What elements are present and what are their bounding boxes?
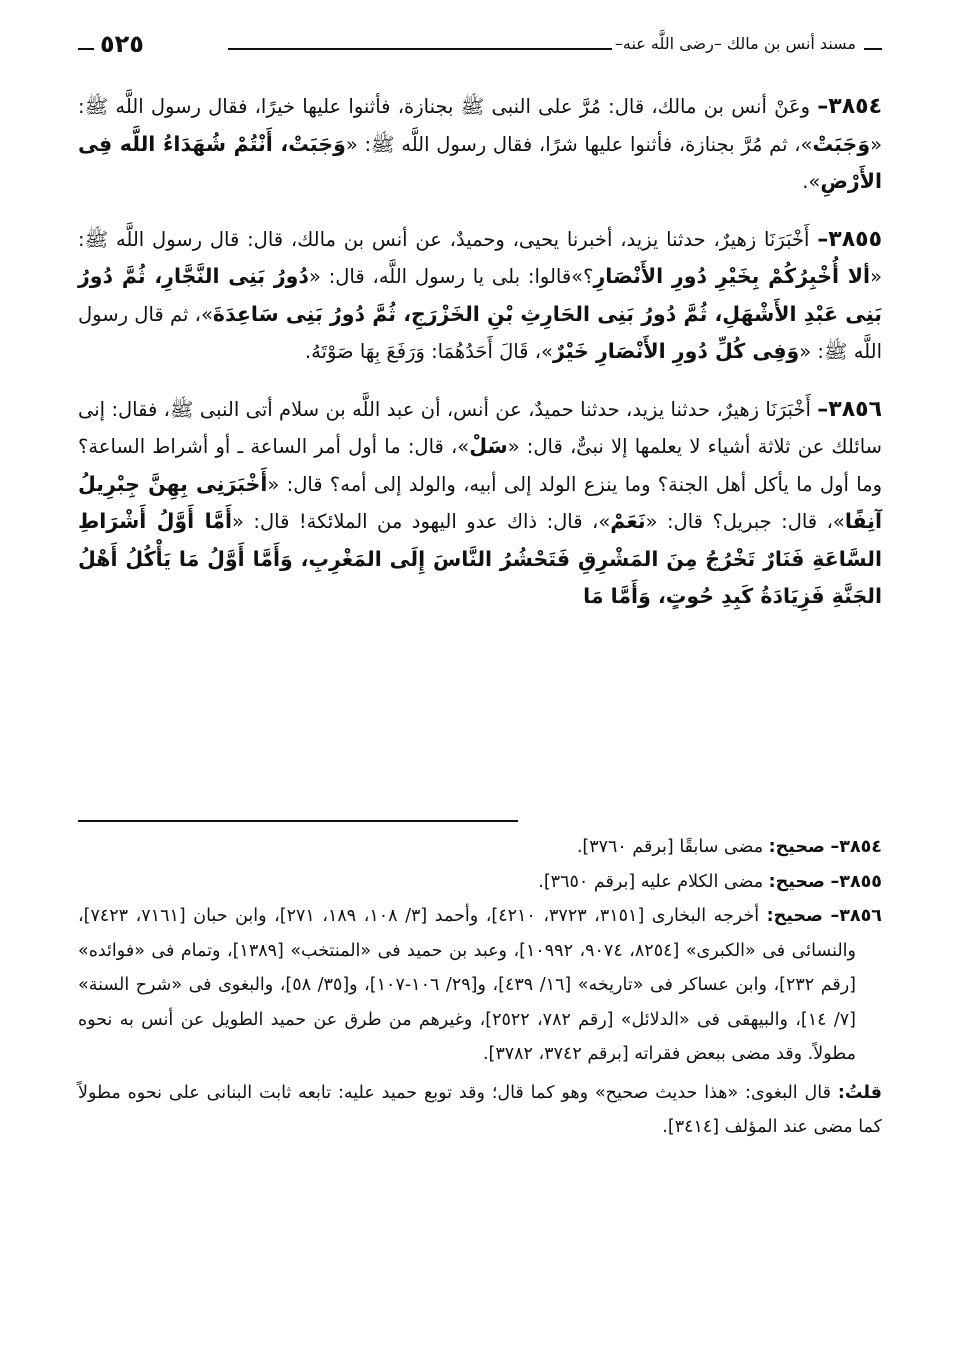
footnote-number: ٣٨٥٤– [830,837,882,857]
footnote-text: مضى الكلام عليه [برقم ٣٦٥٠]. [538,871,764,892]
footnote-separator [78,820,518,822]
grading-label: صحيح: [768,837,825,857]
grading-label: صحيح: [768,871,825,892]
note-label: قلتُ: [837,1082,882,1103]
prophetic-saying: وَجَبَتْ [812,131,871,156]
prophetic-saying: سَلْ [469,434,508,458]
header-dash-left [78,48,94,50]
page-number: ٥٢٥ [100,30,144,58]
hadith-text: »، قال: ذاك عدو اليهود من الملائكة! قال: « [232,510,611,533]
prophetic-saying: دُورُ بَنِى النَّجَّارِ، ثُمَّ دُورُ بَنِى عَبْدِ الأَشْهَلِ، ثُمَّ دُورُ بَنِى الحَارِثِ بْنِ الخَزْرَجِ، ثُمَّ دُورُ بَنِى سَاعِدَةَ [78,264,882,326]
footnote-number: ٣٨٥٦– [830,906,882,926]
footnote-3855 [78,865,882,900]
prophetic-saying: أَخْبَرَنِى بِهِنَّ جِبْرِيلُ آنِفًا [78,471,882,533]
hadith-text: »، ثم قال رسول اللَّه ﷺ: « [78,302,882,363]
footnote-3856 [78,899,882,1072]
footnotes [78,830,882,1145]
hadith-text: »، ثم مُرَّ بجنازة، فأثنوا عليها شرًا، فقال رسول اللَّه ﷺ: « [345,132,813,156]
hadith-3854 [78,88,882,201]
editor-note [78,1076,882,1145]
main-text [78,88,882,616]
hadith-text: »، قال: ما أول أمر الساعة ـ أو أشراط الساعة؟ وما أول ما يأكل أهل الجنة؟ وما ينزع الولد إلى أبيه، والولد إلى أمه؟ قال: « [78,435,883,496]
hadith-text: »، قال: جبريل؟ قال: « [645,510,845,533]
hadith-3856 [78,391,882,616]
hadith-text: ؟»قالوا: بلى يا رسول اللَّه، قال: « [308,265,594,288]
hadith-number: ٣٨٥٤– [817,94,882,119]
hadith-number: ٣٨٥٦– [817,396,882,422]
hadith-3855 [78,221,882,371]
prophetic-saying: ألا أُخْبِرُكُمْ بِخَيْرِ دُورِ الأَنْصَارِ [593,264,871,288]
footnote-number: ٣٨٥٥– [830,871,882,892]
prophetic-saying: أَمَّا أَوَّلُ أَشْرَاطِ السَّاعَةِ فَنَارٌ تَخْرُجُ مِنَ المَشْرِقِ فَتَحْشُرُ النَّاسَ إِلَى المَغْرِبِ، وَأَمَّا أَوَّلُ مَا يَأْكُلُ أَهْلُ الجَنَّةِ فَزِيَادَةُ كَبِدِ حُوتٍ، وَأَمَّا مَا [78,509,882,608]
page-header [78,28,882,68]
footnote-text: أخرجه البخارى [٣١٥١، ٣٧٢٣، ٤٢١٠]، وأحمد [٣/ ١٠٨، ١٨٩، ٢٧١]، وابن حبان [٧١٦١، ٧٤٢٣]، والنسائى فى «الكبرى» [٨٢٥٤، ٩٠٧٤، ١٠٩٩٢]، وعبد بن حميد فى «المنتخب» [١٣٨٩]، وتمام فى «فوائده» [رقم ٢٣٢]، وابن عساكر فى «تاريخه» [١٦/ ٤٣٩]، و[٢٩/ ١٠٦-١٠٧]، و[٣٥/ ٥٨]، والبغوى فى «شرح السنة» [٧/ ١٤]، والبيهقى فى «الدلائل» [رقم ٧٨٢، ٢٥٢٢]، وغيرهم من طرق عن حميد الطويل عن أنس به نحوه مطولاً. وقد مضى ببعض فقراته [برقم ٣٧٤٢، ٣٧٨٢]. [78,906,856,1064]
hadith-text: »، قَالَ أَحَدُهُمَا: وَرَفَعَ بِهَا صَوْتَهُ. [304,340,553,363]
grading-label: صحيح: [766,906,823,926]
note-text: قال البغوى: «هذا حديث صحيح» وهو كما قال؛ وقد توبع حميد عليه: تابعه ثابت البنانى على نحوه مطولاً كما مضى عند المؤلف [٣٤١٤]. [78,1082,882,1137]
running-title: مسند أنس بن مالك –رضى اللَّه عنه– [614,34,856,53]
prophetic-saying: وَفِى كُلِّ دُورِ الأَنْصَارِ خَيْرٌ [552,339,800,363]
footnote-3854 [78,830,882,865]
prophetic-saying: نَعَمْ [610,509,646,533]
hadith-text: ». [802,170,821,193]
hadith-text: وعَنْ أنس بن مالك، قال: مُرَّ على النبى ﷺ بجنازة، فأثنوا عليها خيرًا، فقال رسول اللَّه ﷺ: « [78,95,882,156]
prophetic-saying: وَجَبَتْ، أَنْتُمْ شُهَدَاءُ اللَّه فِى الأَرْضِ [78,131,882,193]
hadith-number: ٣٨٥٥– [817,226,882,252]
footnote-text: مضى سابقًا [برقم ٣٧٦٠]. [576,837,764,857]
header-rule [228,48,612,50]
hadith-text: أَخْبَرَنَا زهيرٌ، حدثنا يزيد، أخبرنا يحيى، وحميدٌ، عن أنس بن مالك، قال: قال رسول اللَّه ﷺ: « [78,227,883,288]
header-dash-right [864,48,882,50]
hadith-text: أَخْبَرَنَا زهيرٌ، حدثنا يزيد، حدثنا حميدٌ، عن أنس، أن عبد اللَّه بن سلام أتى النبى ﷺ، فقال: إنى سائلك عن ثلاثة أشياء لا يعلمها إلا نبىٌّ، قال: « [78,397,882,458]
